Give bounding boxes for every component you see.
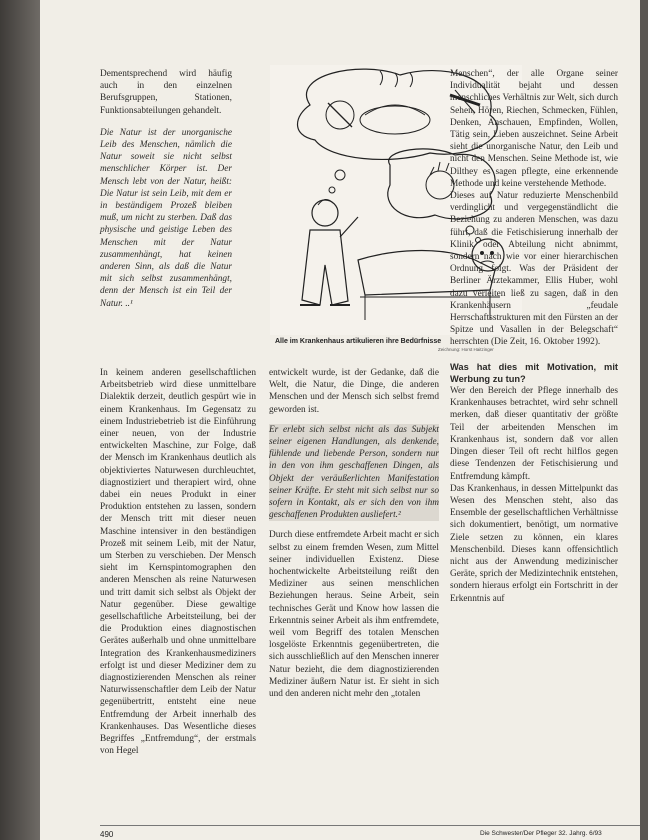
section-heading: Was hat dies mit Motivation, mit Werbung zu tun? xyxy=(450,361,618,384)
journal-reference: Die Schwester/Der Pfleger 32. Jahrg. 6/93 xyxy=(480,830,602,837)
column-1-upper xyxy=(100,68,232,310)
magazine-page xyxy=(40,0,640,840)
paragraph: Durch diese entfremdete Arbeit macht er sich selbst zu einem fremden Wesen, zum Mittel seiner individuellen Existenz. Diese hochentwickelte Arbeitsteilung reißt den Mediziner aus seinen menschlichen Beziehungen heraus. Seine Arbeit, sein technisches Gerät und Know how lassen die Erkenntnis seiner Arbeit als ihm entfremdete, weil vom Begriff des totalen Menschen losgelöste Erkenntnis gegenübertreten, die sich ausschließlich auf den Menschen innerer Natur bezieht, die dem diagnostizierenden Mediziner äußern Natur ist. Er sieht in sich und den anderen nicht mehr den „totalen xyxy=(269,530,439,700)
paragraph: Das Krankenhaus, in dessen Mittelpunkt das Wesen des Menschen steht, also das Ensemble der gesellschaftlichen Verhältnisse sich dokumentiert, benötigt, um normative Ziele setzen zu können, ein klares Menschenbild. Dieses kann offensichtlich nicht aus der Anwendung medizinischer Geräte, sprich der Medizintechnik entstehen, sondern hieraus erfolgt ein Fortschritt in der Erkenntnis auf xyxy=(450,483,618,604)
paragraph: Menschen“, der alle Organe seiner Individualität bejaht und dessen menschliches Verhältnis zur Welt, sich durch Sehen, Hören, Riechen, Schmecken, Fühlen, Denken, Anschauen, Empfinden, Wollen, Tätig sein, Lieben auszeichnet. Seine Arbeit sieht die unorganische Natur, den Leib und nicht den Menschen. Seine Methode ist, wie Dilthey es sagen pflegte, eine erkennende Methode und keine verstehende Methode. xyxy=(450,69,618,189)
quote-paragraph: Die Natur ist der unorganische Leib des Menschen, nämlich die Natur soweit sie nicht selbst menschlicher Körper ist. Der Mensch lebt von der Natur, heißt: Die Natur ist sein Leib, mit dem er in beständigem Prozeß bleiben muß, um nicht zu sterben. Daß das physische und geistige Leben des Menschen mit der Natur zusammenhängt, hat keinen anderen Sinn, als daß die Natur mit sich selbst zusammenhängt, denn der Mensch ist ein Teil der Natur. ..¹ xyxy=(100,127,232,309)
paragraph: entwickelt wurde, ist der Gedanke, daß die Welt, die Natur, die Dinge, die anderen Menschen und der Mensch sich selbst fremd geworden ist. xyxy=(269,368,439,415)
binding-shadow xyxy=(0,0,40,840)
paragraph: In keinem anderen gesellschaftlichen Arbeitsbetrieb wird diese unmittelbare Dialektik derzeit, deutlich gespürt wie in einem Krankenhaus. Im Gegensatz zu einem Industriebetrieb ist die Einführung einer neuen, von der Industrie entwickelten Maschine, zur Folge, daß der Mensch im Krankenhaus deutlich als objektiviertes Naturwesen durchleuchtet, diagnostiziert und therapiert wird, ohne dabei ein neues Produkt in einer Produktion entstehen zu lassen, sondern der Mensch tritt mit dieser neuen Maschine intensiver in den beständigen Prozeß mit seinem Leib, mit der Natur, um Sterben zu verschieben. Der Mensch sieht im Kernspintomographen den anderen Menschen als reine Naturwesen und tritt damit sich selbst als Objekt der Natur gegenüber. Diese gewaltige gesellschaftliche Arbeitsteilung, bei der die Produktion eines diagnostischen Gerätes außerhalb und ohne unmittelbare Integration des Krankenhausmediziners erfolgt ist und dieser Mediziner dem zu diagnostizierenden Menschen als reiner Naturwissenschaftler dem Leib der Natur gegenübertritt, entsteht eine neue Entfremdung der Arbeit innerhalb des Krankenhauses. Das Wesentliche dieses Begriffes „Entfremdung“, der erstmals von Hegel xyxy=(100,368,256,757)
page-number: 490 xyxy=(100,830,114,839)
column-3 xyxy=(450,68,618,605)
footer-rule xyxy=(100,825,640,826)
paragraph: Wer den Bereich der Pflege innerhalb des Krankenhauses betrachtet, wird sehr schnell merken, daß dieser quantitativ der größte Teil der arbeitenden Menschen im Krankenhaus ist, sondern daß vor allen Dingen dieser Teil oft recht hilflos gegen diese Tendenzen der Fetischisierung und Entfremdung kämpft. xyxy=(450,386,618,482)
column-2 xyxy=(269,367,439,700)
paragraph: Dieses auf Natur reduzierte Menschenbild verdinglicht und vergegenständlicht die Beziehung zu anderen Menschen, was dazu führt, daß die Fetischisierung innerhalb der Klinik oder Abteilung nicht abnimmt, sondern nach wie vor einer hierarchischen Ordnung folgt. Was der Präsident der Berliner Ärztekammer, Ellis Huber, wohl dazu verleiten ließ zu sagen, daß in den Krankenhäusern „feudale Herrschaftsstrukturen mit den Fürsten an der Spitze und Vasallen in der Belegschaft“ herrschten (Die Zeit, 16. Oktober 1992). xyxy=(450,191,618,348)
column-1-lower xyxy=(100,367,256,817)
paragraph: Dementsprechend wird häufig auch in den einzelnen Berufsgruppen, Stationen, Funktionsabteilungen gehandelt. xyxy=(100,69,232,116)
figure-credit: Zeichnung: Horst Haitzinger xyxy=(438,347,494,352)
quote-paragraph: Er erlebt sich selbst nicht als das Subjekt seiner eigenen Handlungen, als denkende, fühlende und liebende Person, sondern nur in den von ihm geschaffenen Dingen, als Objekt der veräußerlichten Manifestation seiner Kräfte. Er steht mit sich selbst nur so sofern in Kontakt, als er sich den von ihm geschaffenen Produkten ausliefert.² xyxy=(269,424,439,521)
figure-caption: Alle im Krankenhaus artikulieren ihre Bedürfnisse xyxy=(275,338,442,345)
